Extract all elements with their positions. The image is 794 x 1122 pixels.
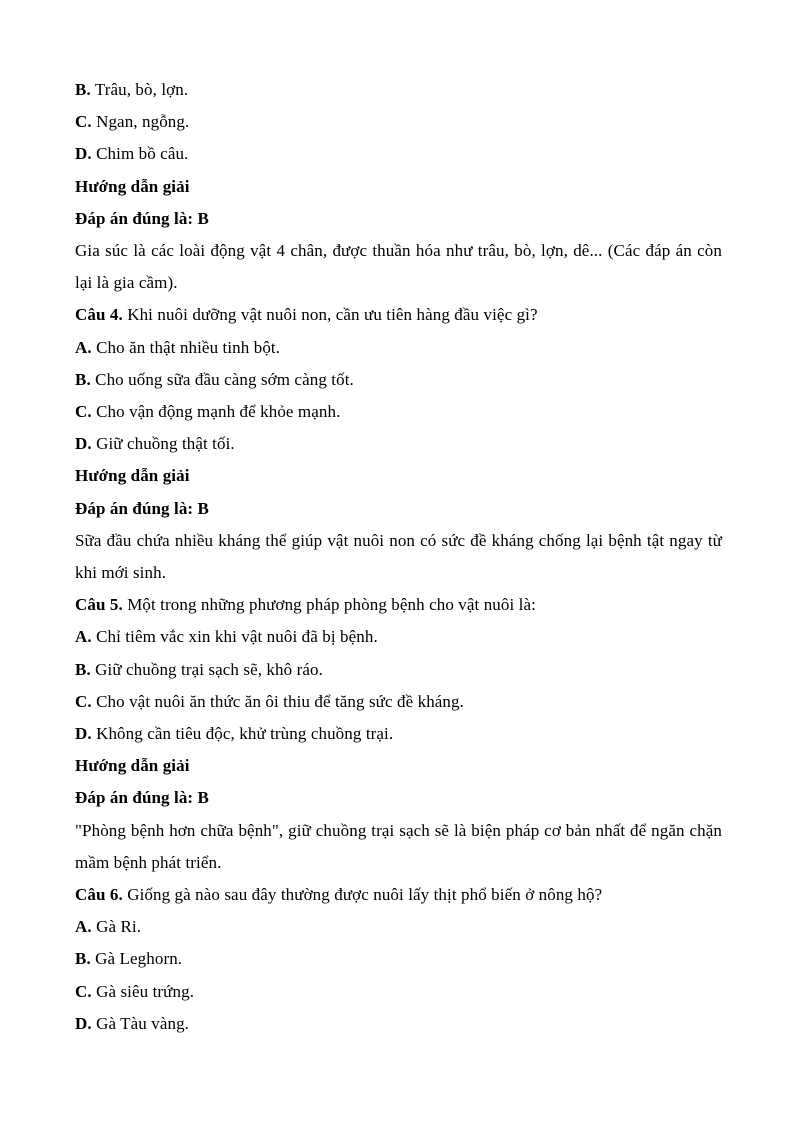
body-text: Giống gà nào sau đây thường được nuôi lấy thịt phổ biến ở nông hộ?	[122, 885, 603, 905]
bold-text: Câu 6.	[75, 885, 123, 905]
body-text: Không cần tiêu độc, khử trùng chuồng trại.	[91, 724, 394, 744]
option-d-line	[75, 1008, 722, 1040]
bold-text: B.	[75, 80, 91, 99]
body-text: Trâu, bò, lợn.	[90, 80, 189, 99]
body-text: Sữa đầu chứa nhiều kháng thể giúp vật nuôi non có sức đề kháng chống lại bệnh tật ngay từ khi mới sinh.	[75, 530, 722, 583]
option-a-line	[75, 332, 722, 364]
body-text: Gia súc là các loài động vật 4 chân, được thuần hóa như trâu, bò, lợn, dê... (Các đáp án còn lại là gia cầm).	[75, 241, 722, 293]
body-text: Gà siêu trứng.	[91, 981, 195, 1001]
answer-line	[75, 203, 722, 235]
body-text: Gà Tàu vàng.	[91, 1013, 190, 1033]
option-b-line	[75, 943, 722, 975]
body-text: Cho ăn thật nhiều tinh bột.	[91, 337, 281, 357]
explanation-paragraph	[75, 525, 722, 589]
guide-heading	[75, 750, 722, 782]
option-a-line	[75, 911, 722, 943]
option-b-line	[75, 74, 722, 106]
bold-text: B.	[75, 659, 91, 679]
document-body	[75, 74, 722, 1040]
body-text: Chỉ tiêm vắc xin khi vật nuôi đã bị bệnh.	[91, 627, 378, 647]
guide-heading	[75, 171, 722, 203]
guide-heading	[75, 460, 722, 492]
bold-text: C.	[75, 112, 92, 132]
option-a-line	[75, 621, 722, 653]
body-text: "Phòng bệnh hơn chữa bệnh", giữ chuồng trại sạch sẽ là biện pháp cơ bản nhất để ngăn chặn mầm bệnh phát triển.	[75, 820, 722, 872]
bold-text: Đáp án đúng là: B	[75, 788, 209, 808]
answer-line	[75, 782, 722, 814]
bold-text: Câu 5.	[75, 595, 123, 615]
bold-text: C.	[75, 981, 92, 1001]
body-text: Cho vật nuôi ăn thức ăn ôi thiu để tăng sức đề kháng.	[91, 691, 464, 711]
bold-text: C.	[75, 691, 92, 711]
option-d-line	[75, 718, 722, 750]
bold-text: D.	[75, 724, 92, 744]
body-text: Gà Ri.	[91, 917, 142, 937]
bold-text: A.	[75, 337, 92, 357]
body-text: Ngan, ngỗng.	[91, 112, 190, 132]
option-b-line	[75, 654, 722, 686]
bold-text: D.	[75, 1013, 92, 1033]
bold-text: Câu 4.	[75, 305, 123, 325]
bold-text: Hướng dẫn giải	[75, 176, 190, 196]
explanation-paragraph	[75, 235, 722, 299]
body-text: Gà Leghorn.	[90, 949, 183, 969]
bold-text: Hướng dẫn giải	[75, 756, 190, 776]
option-b-line	[75, 364, 722, 396]
bold-text: Đáp án đúng là: B	[75, 208, 209, 228]
bold-text: D.	[75, 434, 92, 454]
question-6-line	[75, 879, 722, 911]
option-c-line	[75, 976, 722, 1008]
answer-line	[75, 493, 722, 525]
question-4-line	[75, 299, 722, 331]
option-d-line	[75, 428, 722, 460]
bold-text: C.	[75, 402, 92, 422]
explanation-paragraph	[75, 815, 722, 879]
bold-text: Hướng dẫn giải	[75, 466, 190, 486]
body-text: Khi nuôi dưỡng vật nuôi non, cần ưu tiên hàng đầu việc gì?	[122, 305, 538, 325]
body-text: Cho vận động mạnh để khỏe mạnh.	[91, 402, 341, 422]
option-c-line	[75, 686, 722, 718]
bold-text: B.	[75, 949, 91, 969]
option-c-line	[75, 106, 722, 138]
option-c-line	[75, 396, 722, 428]
option-d-line	[75, 138, 722, 170]
body-text: Giữ chuồng trại sạch sẽ, khô ráo.	[90, 659, 323, 679]
body-text: Giữ chuồng thật tối.	[91, 434, 235, 454]
bold-text: D.	[75, 144, 92, 164]
bold-text: A.	[75, 917, 92, 937]
bold-text: A.	[75, 627, 92, 647]
bold-text: B.	[75, 369, 91, 389]
body-text: Cho uống sữa đầu càng sớm càng tốt.	[90, 369, 354, 389]
question-5-line	[75, 589, 722, 621]
body-text: Một trong những phương pháp phòng bệnh cho vật nuôi là:	[122, 595, 536, 615]
body-text: Chim bồ câu.	[91, 144, 189, 164]
bold-text: Đáp án đúng là: B	[75, 498, 209, 518]
